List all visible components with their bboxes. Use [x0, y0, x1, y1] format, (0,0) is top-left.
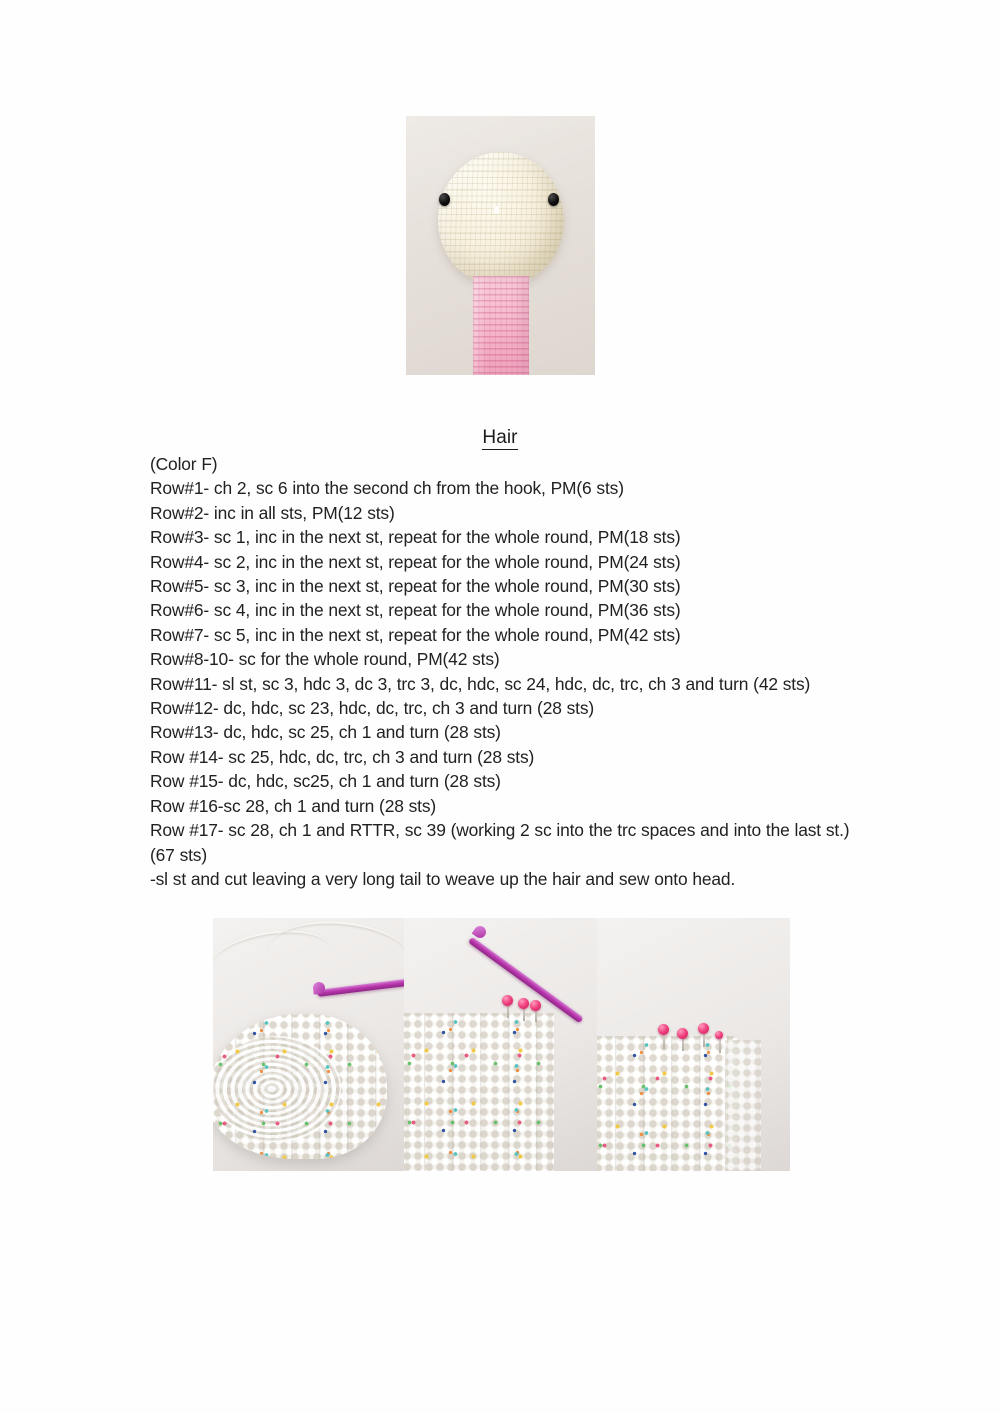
instruction-line: Row#4- sc 2, inc in the next st, repeat for the whole round, PM(24 sts) — [150, 551, 681, 572]
stitch-marker-pin — [502, 995, 513, 1006]
doll-head-photo — [406, 116, 595, 375]
pattern-instructions — [150, 452, 870, 891]
stitch-marker-pin — [677, 1028, 688, 1039]
pin-stem — [663, 1035, 665, 1049]
instruction-line: Row#3- sc 1, inc in the next st, repeat for the whole round, PM(18 sts) — [150, 527, 681, 548]
instruction-line: Row#6- sc 4, inc in the next st, repeat for the whole round, PM(36 sts) — [150, 600, 681, 621]
stitch-texture — [725, 1040, 761, 1171]
instruction-line: Row#2- inc in all sts, PM(12 sts) — [150, 502, 395, 523]
instruction-line: Row#11- sl st, sc 3, hdc 3, dc 3, trc 3, dc, hdc, sc 24, hdc, dc, trc, ch 3 and turn (42 sts) — [150, 673, 811, 694]
confetti-speckles — [404, 1013, 554, 1171]
tutorial-photo-3 — [597, 918, 790, 1171]
pin-stem — [523, 1007, 525, 1021]
pin-stem — [682, 1037, 684, 1051]
stitch-marker-pin — [530, 1000, 541, 1011]
doll-nose-highlight — [494, 206, 499, 214]
instruction-line: Row#13- dc, hdc, sc 25, ch 1 and turn (28 sts) — [150, 722, 501, 743]
section-heading — [0, 427, 1000, 449]
instruction-line: Row#1- ch 2, sc 6 into the second ch from the hook, PM(6 sts) — [150, 478, 624, 499]
confetti-speckles — [597, 1036, 737, 1171]
crochet-cap — [213, 1014, 387, 1159]
instruction-line: Row #16-sc 28, ch 1 and turn (28 sts) — [150, 795, 437, 816]
instruction-line: Row #17- sc 28, ch 1 and RTTR, sc 39 (working 2 sc into the trc spaces and into the last st.)(67 sts) — [150, 820, 850, 865]
instruction-line: Row #15- dc, hdc, sc25, ch 1 and turn (28 sts) — [150, 771, 501, 792]
section-heading-text: Hair — [482, 427, 518, 448]
pin-stem — [719, 1039, 721, 1053]
stitch-marker-pin — [518, 998, 529, 1009]
confetti-speckles — [213, 1014, 387, 1159]
instruction-line: Row#5- sc 3, inc in the next st, repeat for the whole round, PM(30 sts) — [150, 576, 681, 597]
doll-right-eye-icon — [548, 193, 559, 206]
pin-stem — [507, 1004, 509, 1018]
crochet-hair-panel — [404, 1013, 554, 1171]
pin-stem — [703, 1033, 705, 1047]
stitch-marker-pin — [658, 1024, 669, 1035]
doll-neck-shape — [473, 276, 529, 375]
instruction-line: Row#8-10- sc for the whole round, PM(42 sts) — [150, 649, 500, 670]
instruction-line: Row #14- sc 25, hdc, dc, trc, ch 3 and turn (28 sts) — [150, 746, 535, 767]
instruction-line: Row#7- sc 5, inc in the next st, repeat for the whole round, PM(42 sts) — [150, 624, 681, 645]
tutorial-photo-strip — [213, 918, 790, 1171]
color-note: (Color F) — [150, 454, 218, 474]
instruction-line: Row#12- dc, hdc, sc 23, hdc, dc, trc, ch 3 and turn (28 sts) — [150, 698, 595, 719]
instruction-line: -sl st and cut leaving a very long tail to weave up the hair and sew onto head. — [150, 868, 736, 889]
tutorial-photo-1 — [213, 918, 404, 1171]
stitch-marker-pin — [698, 1023, 709, 1034]
crochet-hair-panel — [597, 1036, 737, 1171]
tutorial-photo-2 — [404, 918, 597, 1171]
doll-head-shape — [438, 152, 564, 284]
doll-left-eye-icon — [439, 193, 450, 206]
stitch-marker-pin — [715, 1031, 723, 1039]
crochet-edge-fold — [725, 1040, 761, 1171]
